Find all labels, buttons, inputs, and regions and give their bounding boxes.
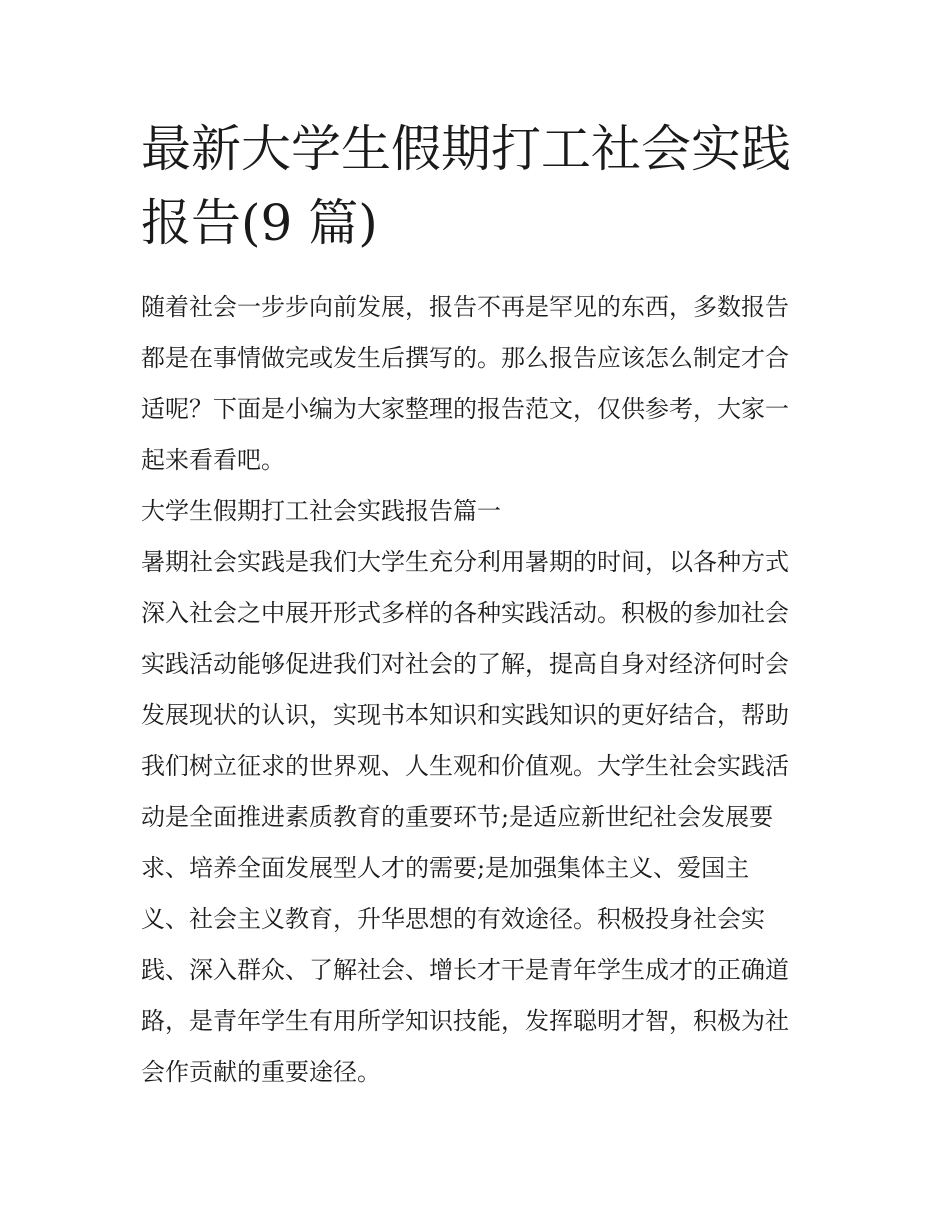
document-title (141, 112, 813, 260)
document-page (141, 112, 813, 1098)
intro-line: 随着社会一步步向前发展，报告不再是罕见的东西，多数报告 (141, 293, 789, 321)
body-line: 动是全面推进素质教育的重要环节;是适应新世纪社会发展要 (141, 803, 774, 831)
body-line: 我们树立征求的世界观、人生观和价值观。大学生社会实践活 (141, 752, 789, 780)
body-paragraph (141, 537, 813, 1098)
body-line: 暑期社会实践是我们大学生充分利用暑期的时间，以各种方式 (141, 548, 789, 576)
intro-paragraph (141, 282, 813, 486)
body-line: 路，是青年学生有用所学知识技能，发挥聪明才智，积极为社 (141, 1007, 789, 1035)
title-line: 最新大学生假期打工社会实践 (141, 120, 791, 178)
body-line: 实践活动能够促进我们对社会的了解，提高自身对经济何时会 (141, 650, 789, 678)
intro-line: 起来看看吧。 (141, 446, 285, 474)
body-line: 会作贡献的重要途径。 (141, 1058, 381, 1086)
intro-line: 适呢？下面是小编为大家整理的报告范文，仅供参考，大家一 (141, 395, 789, 423)
section-heading: 大学生假期打工社会实践报告篇一 (141, 497, 501, 525)
body-line: 深入社会之中展开形式多样的各种实践活动。积极的参加社会 (141, 599, 789, 627)
title-line: 报告(9 篇) (141, 194, 378, 252)
body-line: 发展现状的认识，实现书本知识和实践知识的更好结合，帮助 (141, 701, 789, 729)
intro-line: 都是在事情做完或发生后撰写的。那么报告应该怎么制定才合 (141, 344, 789, 372)
body-line: 义、社会主义教育，升华思想的有效途径。积极投身社会实 (141, 905, 765, 933)
body-line: 求、培养全面发展型人才的需要;是加强集体主义、爱国主 (141, 854, 750, 882)
body-line: 践、深入群众、了解社会、增长才干是青年学生成才的正确道 (141, 956, 789, 984)
